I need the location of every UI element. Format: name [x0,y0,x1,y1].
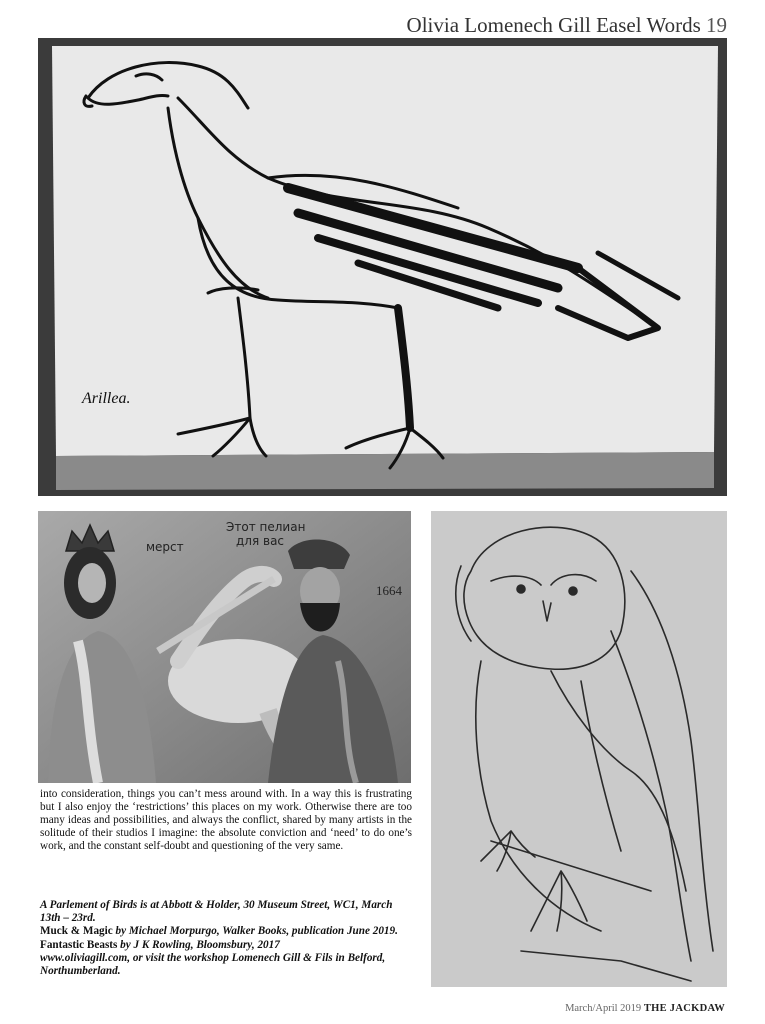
portrait-year: 1664 [376,583,402,598]
credit-exhibition [40,899,412,925]
credit-muck-magic-detail: by Michael Morpurgo, Walker Books, publication June 2019. [112,925,398,938]
credit-fantastic-beasts-detail: by J K Rowling, Bloomsbury, 2017 [117,938,280,951]
header-author: Olivia Lomenech Gill [406,13,591,37]
eagle-drawing [38,38,727,496]
owl-drawing [431,511,727,987]
credits-block [40,899,412,978]
footer-magazine: THE JACKDAW [643,1003,725,1014]
article-body-text: into consideration, things you can’t mess around with. In a way this is frustrating but I also enjoy the ‘restrictions’ this places on my work. Otherwise there are too many ideas and possibilities, and always the conflict, shared by many artists in the solitude of their studios I imagine: the absolute conviction and ‘need’ to do one’s work, and the constant self-doubt and questioning of the very same. [40,788,412,853]
page-footer [565,1003,725,1014]
owl-sketch-svg [431,511,727,987]
eagle-signature: Arillea. [82,390,131,407]
header-section: Easel Words [596,13,701,37]
king-pelican-painting [38,511,411,783]
portrait-inscription-left: мерст [146,540,184,554]
page-number: 19 [706,13,727,37]
credit-muck-magic-title: Muck & Magic [40,925,113,938]
portrait-painting-svg [38,511,411,783]
portrait-inscription-right-1: Этот пелиан [226,520,306,534]
credit-fantastic-beasts-title: Fantastic Beasts [40,938,118,951]
page-header [407,12,727,38]
credit-fantastic-beasts [40,939,412,952]
portrait-inscription-right-2: для вас [236,534,285,548]
credit-exhibition-text: A Parlement of Birds is at Abbott & Holder, 30 Museum Street, WC1, March 13th – 23rd. [40,899,393,925]
footer-issue: March/April 2019 [565,1003,642,1014]
credit-website-text: www.oliviagill.com, or visit the workshop Lomenech Gill & Fils in Belford, Northumberland. [40,951,386,978]
credit-website [40,952,412,978]
eagle-sketch-svg [38,38,727,496]
credit-muck-magic [40,925,412,938]
